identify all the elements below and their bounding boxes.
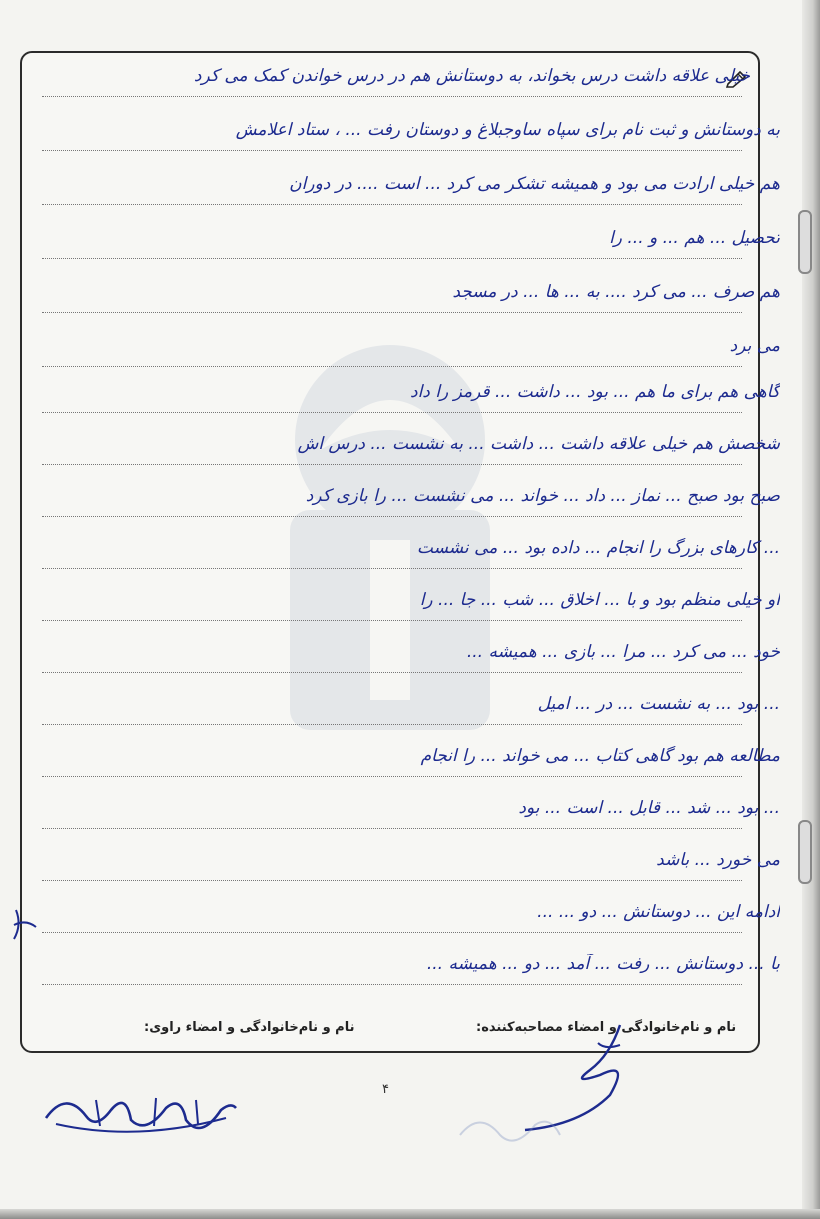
handwritten-line: ... بود ... به نشست ... در ... امیل [537,694,780,714]
binder-clip-top [798,210,812,274]
handwritten-line: او خیلی منظم بود و با ... اخلاق ... شب ... جا ... را [419,590,780,610]
handwritten-line: هم صرف ... می کرد .... به ... ها ... در مسجد [452,282,780,302]
handwritten-line: گاهی هم برای ما هم ... بود ... داشت ... قرمز را داد [410,382,780,402]
faint-stamp [455,1105,565,1155]
page-number: ۴ [382,1082,389,1097]
binder-clip-bottom [798,820,812,884]
margin-mark [8,905,42,945]
handwritten-line: ... بود ... شد ... قابل ... است ... بود [518,798,780,818]
handwritten-line: با ... دوستانش ... رفت ... آمد ... دو ... همیشه ... [426,954,780,974]
narrator-signature [36,1080,246,1150]
handwritten-line: خیلی علاقه داشت درس بخواند، به دوستانش هم در درس خواندن کمک می کرد [193,66,750,86]
handwritten-line: ادامه این ... دوستانش ... دو ... ... [537,902,780,922]
handwritten-line: مطالعه هم بود گاهی کتاب ... می خواند ... را انجام [420,746,780,766]
handwritten-line: هم خیلی ارادت می بود و همیشه تشکر می کرد ... است .... در دوران [289,174,780,194]
handwritten-line: صبح بود صبح ... نماز ... داد ... خواند ... می نشست ... را بازی کرد [305,486,780,506]
handwritten-line: تحصیل ... هم ... و ... را [609,228,780,248]
handwritten-line: می برد [729,336,780,356]
handwritten-line: به دوستانش و ثبت نام برای سپاه ساوجبلاغ و دوستان رفت ... ، ستاد اعلامش [235,120,780,140]
handwritten-line: می خورد ... باشد [656,850,780,870]
narrator-signature-label: نام و نام‌خانوادگی و امضاء راوی: [144,1020,355,1035]
handwritten-line: ... کارهای بزرگ را انجام ... داده بود ... می نشست [416,538,780,558]
handwritten-line: خود ... می کرد ... مرا ... بازی ... همیشه ... [466,642,780,662]
handwritten-line: شخصش هم خیلی علاقه داشت ... داشت ... به نشست ... درس اش [297,434,780,454]
interviewer-signature-label: نام و نام‌خانوادگی و امضاء مصاحبه‌کننده: [476,1020,737,1035]
page-bottom-edge [0,1209,820,1219]
page-edge [802,0,820,1219]
